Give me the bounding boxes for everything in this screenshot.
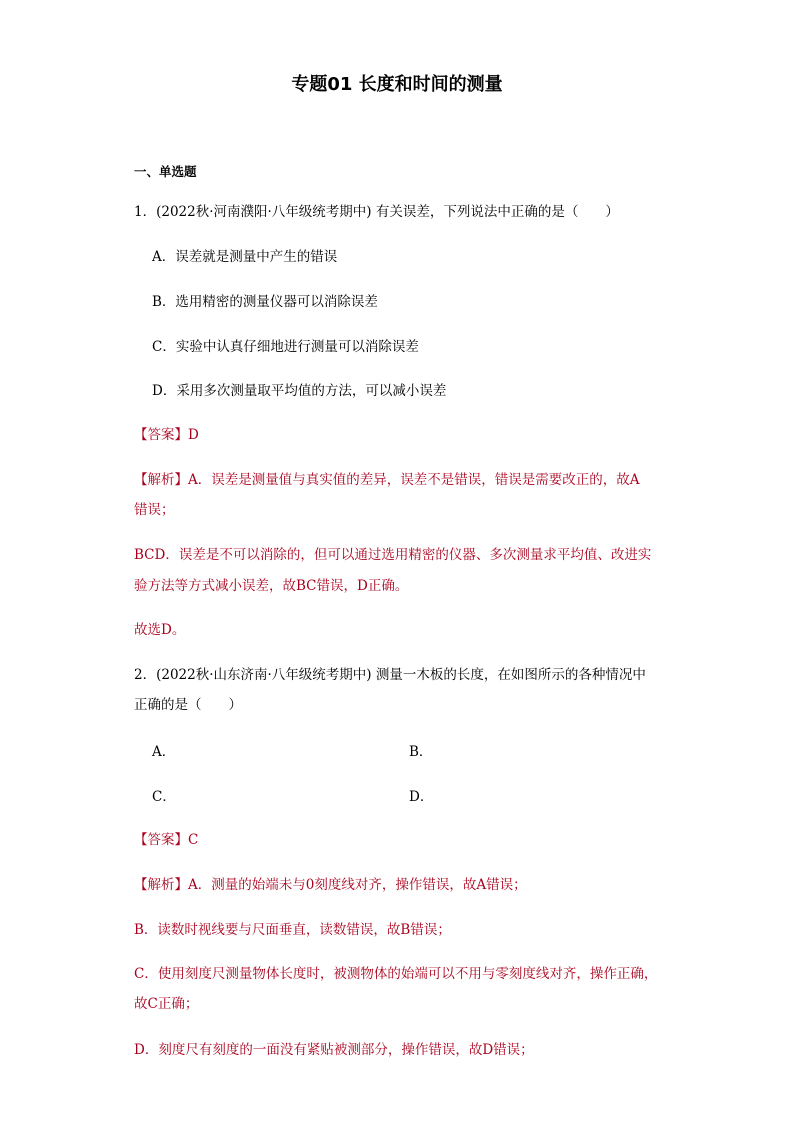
question-1-option-b: B．选用精密的测量仪器可以消除误差 — [152, 294, 378, 310]
analysis-text: A．测量的始端未与0刻度线对齐，操作错误，故A错误； — [188, 877, 527, 893]
analysis-text: A．误差是测量值与真实值的差异，误差不是错误，错误是需要改正的，故A — [188, 472, 640, 488]
question-2-option-d: D． — [409, 789, 434, 805]
question-1-stem: 1．(2022秋·河南濮阳·八年级统考期中) 有关误差，下列说法中正确的是（ ） — [134, 204, 619, 220]
section-heading: 一、单选题 — [134, 164, 197, 179]
page-title: 专题01 长度和时间的测量 — [291, 74, 503, 95]
question-2-stem-line-1: 2．(2022秋·山东济南·八年级统考期中) 测量一木板的长度，在如图所示的各种情况中 — [134, 667, 646, 683]
question-1-answer — [134, 425, 199, 445]
question-1-option-a: A．误差就是测量中产生的错误 — [152, 249, 338, 265]
question-2-answer — [134, 830, 198, 850]
analysis-label: 【解析】 — [134, 472, 188, 488]
question-2-analysis-line-1 — [134, 875, 527, 895]
question-2-option-b: B． — [409, 744, 433, 760]
question-2-option-c: C． — [152, 789, 176, 805]
answer-value: C — [188, 832, 199, 848]
question-1-analysis-line-3: BCD．误差是不可以消除的，但可以通过选用精密的仪器、多次测量求平均值、改进实 — [134, 547, 652, 563]
question-2-analysis-line-5: D．刻度尺有刻度的一面没有紧贴被测部分，操作错误，故D错误； — [134, 1042, 534, 1058]
question-1-analysis-line-1 — [134, 470, 640, 490]
question-1-analysis-line-5: 故选D。 — [134, 622, 186, 638]
answer-label: 【答案】 — [134, 427, 188, 443]
question-1-analysis-line-4: 验方法等方式减小误差，故BC错误，D正确。 — [134, 578, 409, 594]
answer-value: D — [188, 427, 199, 443]
analysis-label: 【解析】 — [134, 877, 188, 893]
question-2-analysis-line-2: B．读数时视线要与尺面垂直，读数错误，故B错误； — [134, 922, 451, 938]
question-2-analysis-line-4: 故C正确； — [134, 996, 199, 1012]
question-2-option-a: A． — [152, 744, 176, 760]
question-1-analysis-line-2: 错误； — [134, 502, 175, 518]
answer-label: 【答案】 — [134, 832, 188, 848]
question-1-option-d: D．采用多次测量取平均值的方法，可以减小误差 — [152, 383, 447, 399]
question-1-option-c: C．实验中认真仔细地进行测量可以消除误差 — [152, 339, 419, 355]
question-2-analysis-line-3: C．使用刻度尺测量物体长度时，被测物体的始端可以不用与零刻度线对齐，操作正确， — [134, 966, 658, 982]
question-2-stem-line-2: 正确的是（ ） — [134, 697, 242, 713]
